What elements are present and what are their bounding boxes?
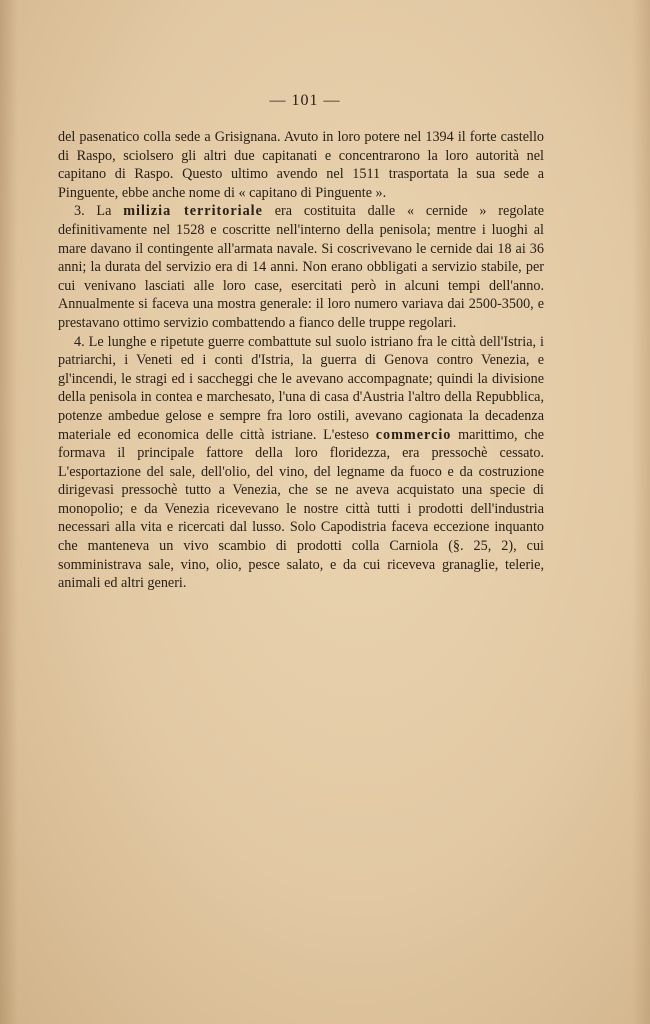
paragraph-text: 4. Le lunghe e ripetute guerre combattute sul suolo istriano fra le città dell'Istria, i patriarchi, i Veneti ed i conti d'Istria, la guerra di Genova contro Venezia, e gl'incendi, le stragi ed i saccheggi che le avevano accompagnate; quindi la divisione della penisola in contea e marchesato, l'una di casa d'Austria l'altro della Repubblica, potenze ambedue gelose e sempre fra loro ostili, avevano cagionata la decadenza materiale ed economica delle città istriane. L'esteso xyxy=(58,333,544,443)
paragraph-continuation xyxy=(58,128,544,202)
page-number: — 101 — xyxy=(269,92,341,109)
emphasized-term: milizia territoriale xyxy=(123,203,263,220)
page-edge-shadow-right xyxy=(632,0,650,1024)
paragraph-text: del pasenatico colla sede a Grisignana. Avuto in loro potere nel 1394 il forte castello di Raspo, sciolsero gli altri due capitanati e concentrarono la loro autorità nel capitano di Raspo. Questo ultimo avendo nel 1511 trasportata la sua sede a Pinguente, ebbe anche nome di « capitano di Pinguente ». xyxy=(58,129,544,201)
body-text xyxy=(58,128,544,593)
paragraph-text: marittimo, che formava il principale fattore della loro floridezza, era pressochè cessato. L'esportazione del sale, dell'olio, del vino, del legname da fuoco e da costruzione dirigevasi pressochè tutto a Venezia, che se ne aveva acquistato una specie di monopolio; e da Venezia ricevevano le nostre città tutti i prodotti dell'industria necessari alla vita e ricercati dal lusso. Solo Capodistria faceva eccezione inquanto che manteneva un vivo scambio di prodotti colla Carniola (§. 25, 2), cui somministrava sale, vino, olio, pesce salato, e da cui riceveva granaglie, telerie, animali ed altri generi. xyxy=(58,426,544,592)
page-edge-shadow-left xyxy=(0,0,18,1024)
paragraph-section-4 xyxy=(58,333,544,593)
paragraph-text: era costituita dalle « cernide » regolate definitivamente nel 1528 e coscritte nell'interno della penisola; mentre i luoghi al mare davano il contingente all'armata navale. Si coscrivevano le cernide dai 18 ai 36 anni; la durata del servizio era di 14 anni. Non erano obbligati a servizio stabile, per cui venivano lasciati alle loro case, esercitati però in alcuni tempi dell'anno. Annualmente si faceva una mostra generale: il loro numero variava dai 2500-3500, e prestavano ottimo servizio combattendo a fianco delle truppe regolari. xyxy=(58,203,544,331)
emphasized-term: commercio xyxy=(375,426,452,443)
paragraph-section-3 xyxy=(58,202,544,332)
paragraph-text: 3. La xyxy=(74,203,124,220)
